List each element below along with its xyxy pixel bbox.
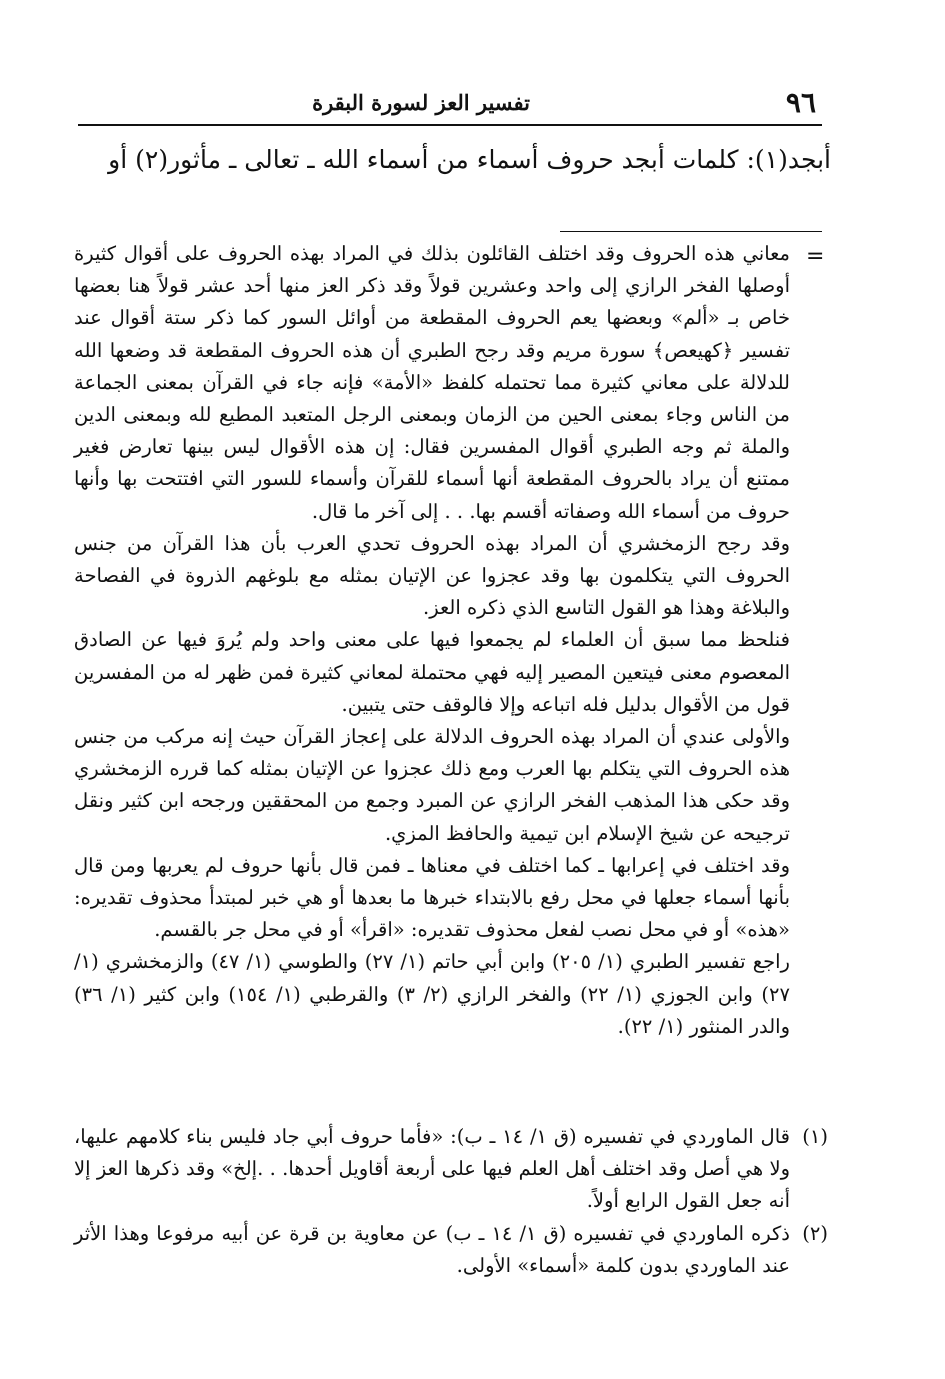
footnote-number: (١) (802, 1125, 828, 1148)
running-title: تفسير العز لسورة البقرة (312, 90, 530, 115)
footnote-separator (560, 231, 822, 232)
notes-block (74, 238, 790, 1043)
footnote-text: ذكره الماوردي في تفسيره (ق ١/ ١٤ ـ ب) عن معاوية بن قرة عن أبيه مرفوعا وهذا الأثر عند الماوردي بدون كلمة «أسماء» الأولى. (74, 1221, 790, 1277)
main-text: أبجد(١): كلمات أبجد حروف أسماء من أسماء الله ـ تعالى ـ مأثور(٢) أو (108, 145, 831, 174)
note-paragraph: والأولى عندي أن المراد بهذه الحروف الدلالة على إعجاز القرآن حيث إنه مركب من جنس هذه الحروف التي يتكلم بها العرب ومع ذلك عجزوا عن الإتيان بمثله كما قرره الزمخشري وقد حكى هذا المذهب الفخر الرازي عن المبرد وجمع من المحققين ورجحه ابن كثير ونقل ترجيحه عن شيخ الإسلام ابن تيمية والحافظ المزي. (74, 725, 790, 845)
note-paragraph: وقد اختلف في إعرابها ـ كما اختلف في معناها ـ فمن قال بأنها حروف لم يعربها ومن قال بأنها أسماء جعلها في محل رفع بالابتداء خبرها ما بعدها أو هي خبر لمبتدأ محذوف تقديره: «هذه» أو في محل نصب لفعل محذوف تقديره: «اقرأ» أو في محل جر بالقسم. (74, 853, 790, 942)
note-paragraph: فنلحظ مما سبق أن العلماء لم يجمعوا فيها على معنى واحد ولم يُروَ فيها عن الصادق المعصوم معنى فيتعين المصير إليه فهي محتملة لمعاني كثيرة فمن ظهر له من المفسرين قول من الأقوال بدليل فله اتباعه وإلا فالوقف حتى يتبين. (74, 628, 790, 716)
note-paragraph: معاني هذه الحروف وقد اختلف القائلون بذلك في المراد بهذه الحروف على أقوال كثيرة أوصلها الفخر الرازي إلى واحد وعشرين قولاً وقد ذكر العز منها أحد عشر قولاً هنا بعضها خاص بـ «ألم» وبعضها يعم الحروف المقطعة من أوائل السور كما ذكر ستة أقوال عند تفسير ﴿كهيعص﴾ سورة مريم وقد رجح الطبري أن هذه الحروف المقطعة قد وضعها الله للدلالة على معاني كثيرة مما تحتمله كلفظ «الأمة» فإنه جاء في القرآن بمعنى الجماعة من الناس وجاء بمعنى الحين من الزمان وبمعنى الرجل المتعبد المطيع لله وبمعنى الدين والملة ثم وجه الطبري أقوال المفسرين فقال: إن هذه الأقوال ليس بينها تعارض فغير ممتنع أن يراد بالحروف المقطعة أنها أسماء للقرآن وأسماء للسور التي افتتحت بها وأنها حروف من أسماء الله وصفاته أقسم بها. . . إلى آخر ما قال. (74, 242, 790, 523)
continuation-mark: = (806, 244, 825, 269)
footnotes (74, 1121, 828, 1282)
page-number: ٩٦ (785, 86, 816, 119)
footnote-1 (74, 1121, 828, 1218)
footnote-text: قال الماوردي في تفسيره (ق ١/ ١٤ ـ ب): «فأما حروف أبي جاد فليس بناء كلامهم عليها، ولا هي أصل وقد اختلف أهل العلم فيها على أربعة أقاويل أحدها. . .إلخ» وقد ذكرها العز إلا أنه جعل القول الرابع أولاً. (74, 1125, 790, 1213)
footnote-number: (٢) (802, 1221, 828, 1245)
page-header (78, 84, 822, 126)
references-paragraph: راجع تفسير الطبري (١/ ٢٠٥) وابن أبي حاتم (١/ ٢٧) والطوسي (١/ ٤٧) والزمخشري (١/ ٢٧) وابن الجوزي (١/ ٢٢) والفخر الرازي (٢/ ٣) والقرطبي (١/ ١٥٤) وابن كثير (١/ ٣٦) والدر المنثور (١/ ٢٢). (74, 950, 790, 1038)
note-paragraph: وقد رجح الزمخشري أن المراد بهذه الحروف تحدي العرب بأن هذا القرآن من جنس الحروف التي يتكلمون بها وقد عجزوا عن الإتيان بمثله مع بلوغهم الذروة في الفصاحة والبلاغة وهذا هو القول التاسع الذي ذكره العز. (74, 531, 790, 620)
footnote-2 (74, 1218, 828, 1282)
